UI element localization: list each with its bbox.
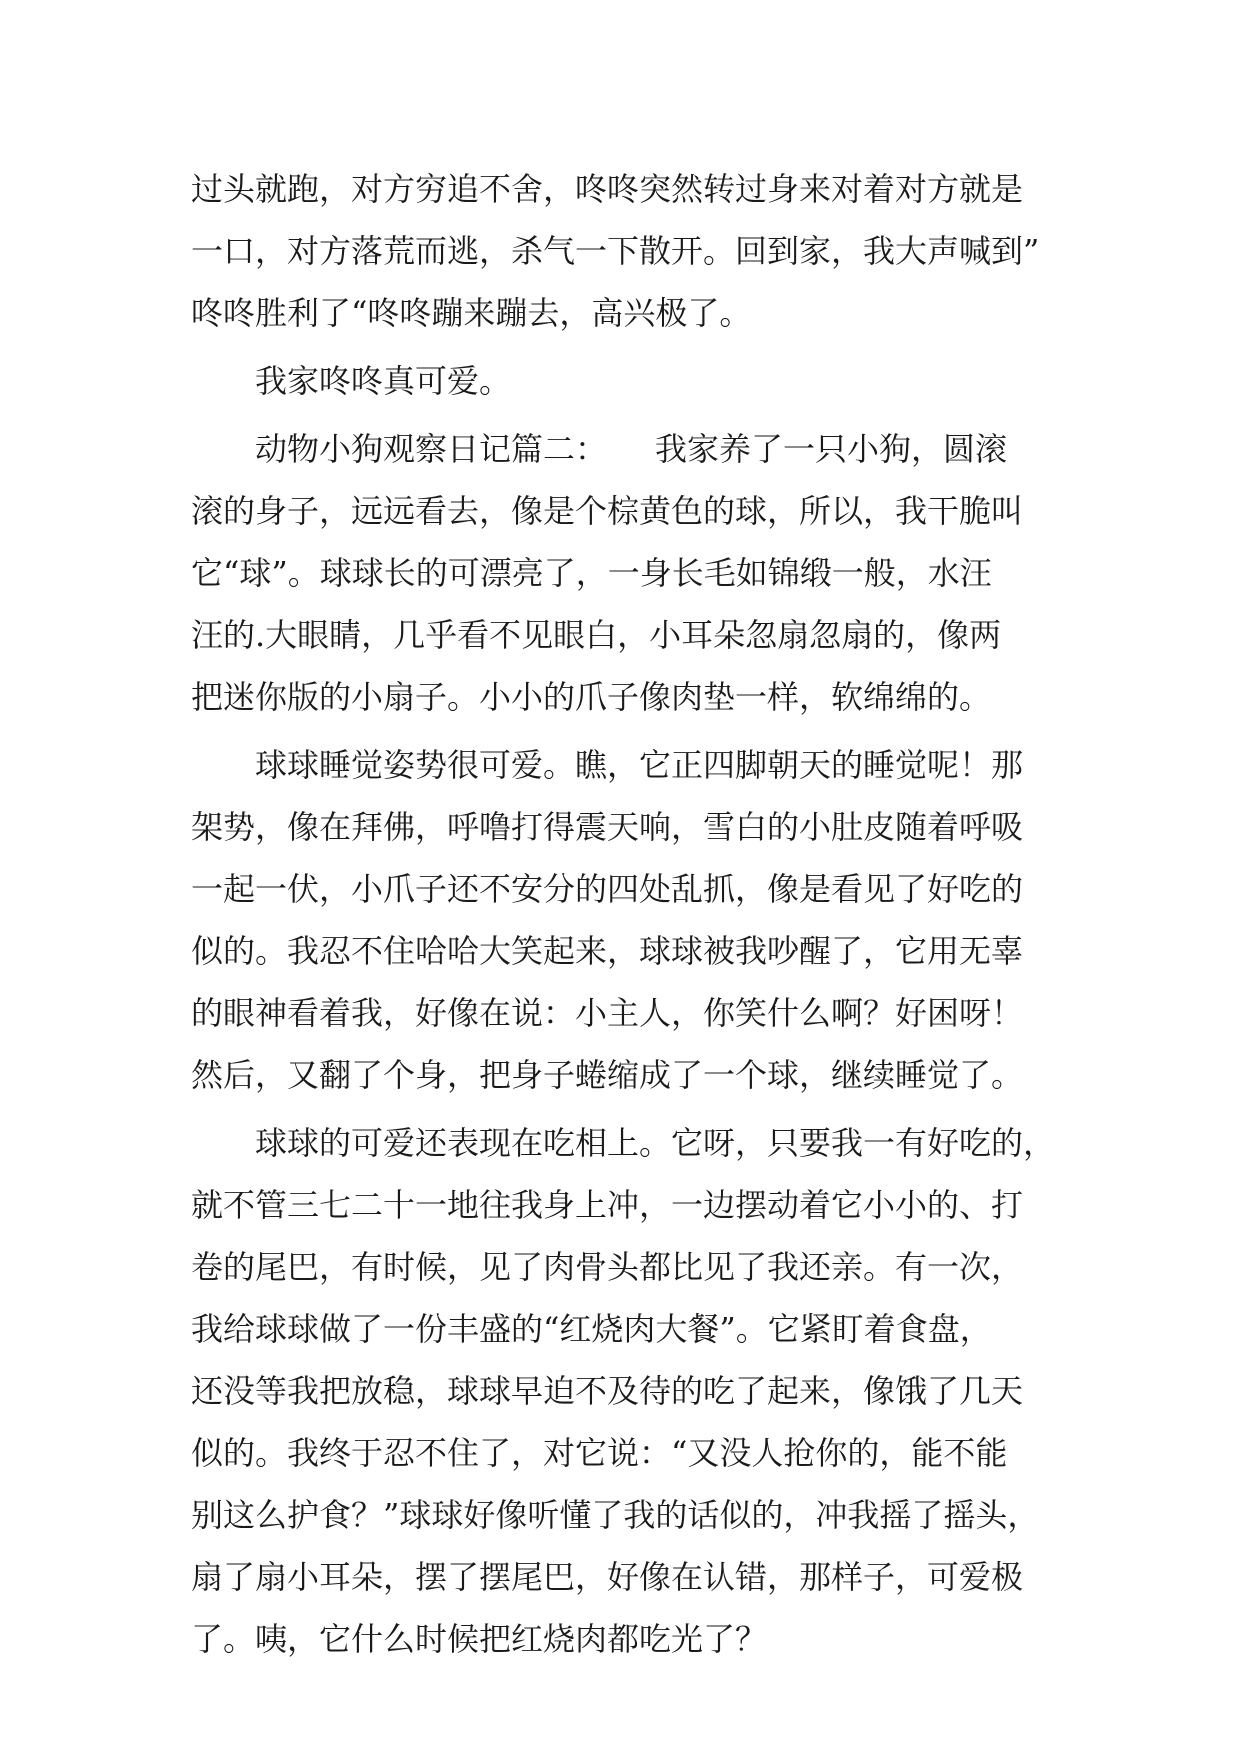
text-line: 过头就跑，对方穷追不舍，咚咚突然转过身来对着对方就是 — [191, 170, 1024, 208]
text-line: 的眼神看着我，好像在说：小主人，你笑什么啊？好困呀！ — [191, 994, 1024, 1032]
text-line: 球球睡觉姿势很可爱。瞧，它正四脚朝天的睡觉呢！那 — [255, 746, 1024, 784]
text-line: 扇了扇小耳朵，摆了摆尾巴，好像在认错，那样子，可爱极 — [191, 1558, 1024, 1596]
text-line: 它“球”。球球长的可漂亮了，一身长毛如锦缎一般，水汪 — [191, 554, 992, 592]
text-line: 把迷你版的小扇子。小小的爪子像肉垫一样，软绵绵的。 — [191, 678, 992, 716]
text-line: 卷的尾巴，有时候，见了肉骨头都比见了我还亲。有一次， — [191, 1248, 1024, 1286]
text-line: 咚咚胜利了“咚咚蹦来蹦去，高兴极了。 — [191, 294, 752, 332]
text-line: 一口，对方落荒而逃，杀气一下散开。回到家，我大声喊到” — [191, 232, 1040, 270]
text-line: 架势，像在拜佛，呼噜打得震天响，雪白的小肚皮随着呼吸 — [191, 808, 1024, 846]
text-line: 然后，又翻了个身，把身子蜷缩成了一个球，继续睡觉了。 — [191, 1056, 1024, 1094]
text-line: 一起一伏，小爪子还不安分的四处乱抓，像是看见了好吃的 — [191, 870, 1024, 908]
text-line: 滚的身子，远远看去，像是个棕黄色的球，所以，我干脆叫 — [191, 492, 1024, 530]
text-line: 我给球球做了一份丰盛的“红烧肉大餐”。它紧盯着食盘， — [191, 1310, 992, 1348]
text-line: 就不管三七二十一地往我身上冲，一边摆动着它小小的、打 — [191, 1186, 1024, 1224]
text-line: 似的。我忍不住哈哈大笑起来，球球被我吵醒了，它用无辜 — [191, 932, 1024, 970]
text-line: 似的。我终于忍不住了，对它说：“又没人抢你的，能不能 — [191, 1434, 1008, 1472]
document-body — [191, 158, 1061, 1670]
text-line: 还没等我把放稳，球球早迫不及待的吃了起来，像饿了几天 — [191, 1372, 1024, 1410]
text-line: 我家咚咚真可爱。 — [255, 362, 512, 400]
text-line: 动物小狗观察日记篇二： 我家养了一只小狗，圆滚 — [255, 430, 1008, 468]
text-line: 汪的.大眼睛，几乎看不见眼白，小耳朵忽扇忽扇的，像两 — [191, 616, 1002, 654]
text-line: 球球的可爱还表现在吃相上。它呀，只要我一有好吃的， — [255, 1124, 1056, 1162]
text-line: 了。咦，它什么时候把红烧肉都吃光了？ — [191, 1620, 768, 1658]
text-line: 别这么护食？”球球好像听懂了我的话似的，冲我摇了摇头， — [191, 1496, 1040, 1534]
